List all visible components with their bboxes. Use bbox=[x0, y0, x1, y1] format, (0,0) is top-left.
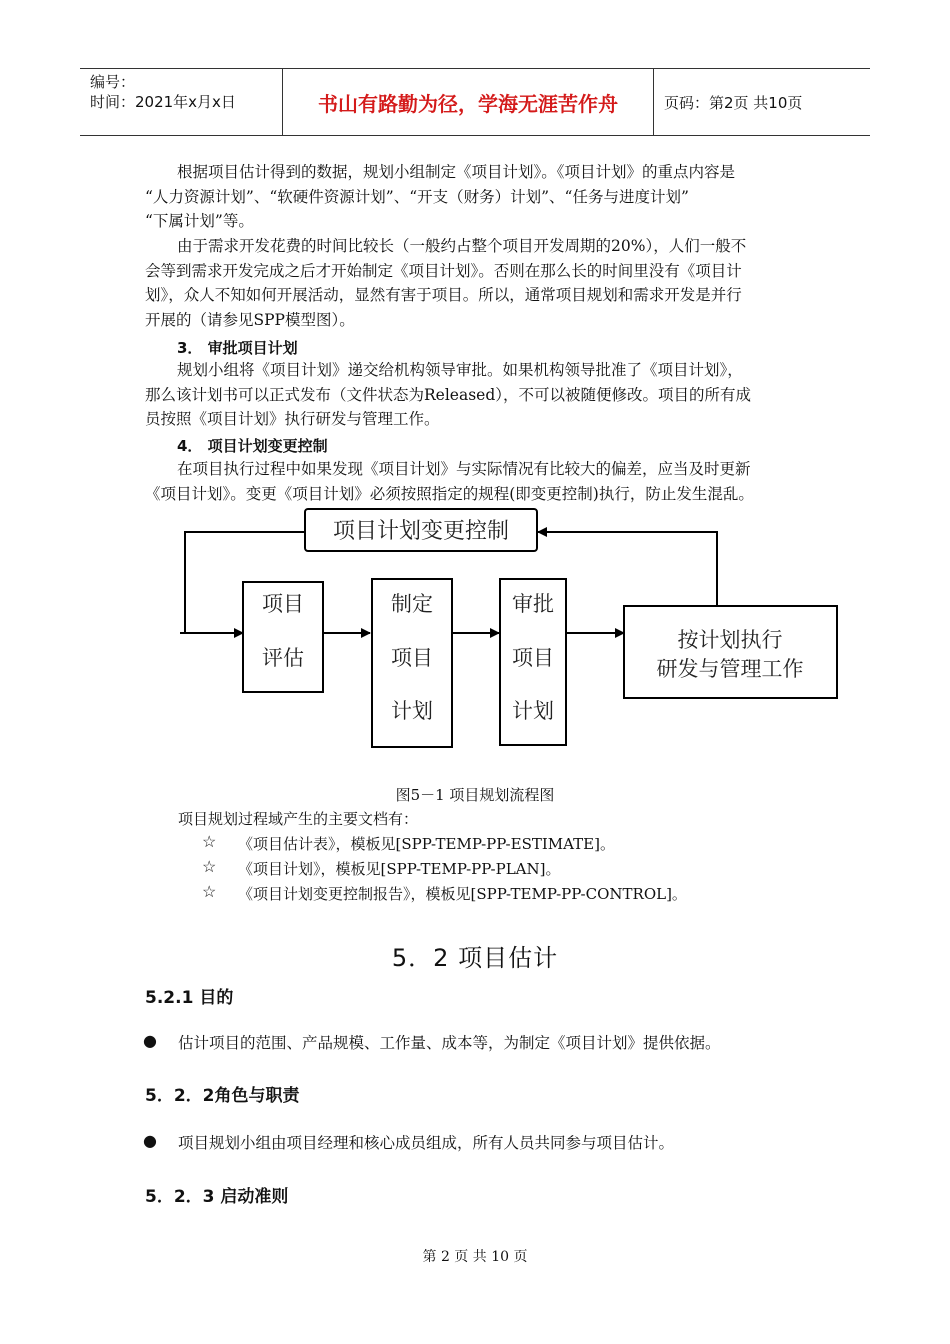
text-line: 根据项目估计得到的数据，规划小组制定《项目计划》。《项目计划》的重点内容是 bbox=[177, 163, 736, 181]
box-execute bbox=[624, 606, 837, 698]
box-make-plan-line2: 项目 bbox=[391, 646, 433, 670]
box-approve-plan-line2: 项目 bbox=[512, 646, 554, 670]
text-line: 划》，众人不知如何开展活动，显然有害于项目。所以，通常项目规划和需求开发是并行 bbox=[145, 286, 742, 305]
paragraph-approval bbox=[145, 358, 809, 432]
star-bullet: ☆ bbox=[202, 857, 217, 876]
box-approve-plan-line3: 计划 bbox=[512, 699, 554, 723]
box-change-control-label: 项目计划变更控制 bbox=[332, 519, 510, 544]
time-label: 时间：2021年x月x日 bbox=[90, 93, 236, 111]
page-footer: 第 2 页 共 10 页 bbox=[422, 1249, 528, 1265]
bullet-icon: ● bbox=[143, 1131, 157, 1150]
box-estimate-line1: 项目 bbox=[262, 592, 304, 616]
text-line: “人力资源计划”、“软硬件资源计划”、“开支（财务）计划”、“任务与进度计划” bbox=[145, 187, 689, 206]
paragraph-plan-content bbox=[145, 160, 809, 234]
serial-label: 编号： bbox=[90, 73, 136, 91]
text-line: 那么该计划书可以正式发布（文件状态为Released），不可以被随便修改。项目的所有成 bbox=[145, 385, 752, 404]
text-line: 开展的（请参见SPP模型图）。 bbox=[145, 310, 355, 329]
text-line: 会等到需求开发完成之后才开始制定《项目计划》。否则在那么长的时间里没有《项目计 bbox=[145, 261, 742, 280]
bullet-icon: ● bbox=[143, 1031, 157, 1050]
doc-item-plan: 《项目计划》，模板见[SPP-TEMP-PP-PLAN]。 bbox=[238, 860, 561, 878]
box-approve-plan-line1: 审批 bbox=[512, 592, 554, 616]
text-line: “下属计划”等。 bbox=[145, 212, 254, 231]
header-page-code: 页码：第2页 共10页 bbox=[664, 93, 803, 112]
bullet-roles-text: 项目规划小组由项目经理和核心成员组成，所有人员共同参与项目估计。 bbox=[178, 1134, 675, 1152]
box-make-plan-line1: 制定 bbox=[391, 592, 433, 616]
star-bullet: ☆ bbox=[202, 882, 217, 901]
subsection-purpose: 5.2.1 目的 bbox=[145, 988, 234, 1008]
paragraph-change bbox=[145, 457, 809, 506]
docs-intro: 项目规划过程域产生的主要文档有： bbox=[178, 810, 419, 828]
box-make-plan-line3: 计划 bbox=[391, 699, 433, 723]
box-estimate-line2: 评估 bbox=[262, 646, 304, 670]
page-header bbox=[80, 68, 870, 136]
doc-item-control: 《项目计划变更控制报告》，模板见[SPP-TEMP-PP-CONTROL]。 bbox=[238, 885, 687, 903]
text-line: 由于需求开发花费的时间比较长（一般约占整个项目开发周期的20%），人们一般不 bbox=[177, 237, 747, 255]
paragraph-parallel-dev bbox=[145, 234, 809, 332]
box-execute-line2: 研发与管理工作 bbox=[656, 657, 804, 681]
heading-change-control: 4． 项目计划变更控制 bbox=[177, 437, 328, 455]
box-execute-line1: 按计划执行 bbox=[677, 628, 783, 652]
text-line: 在项目执行过程中如果发现《项目计划》与实际情况有比较大的偏差，应当及时更新 bbox=[177, 460, 751, 478]
heading-approve-plan: 3． 审批项目计划 bbox=[177, 339, 298, 357]
text-line: 员按照《项目计划》执行研发与管理工作。 bbox=[145, 410, 440, 429]
project-planning-flowchart bbox=[0, 505, 950, 775]
header-motto: 书山有路勤为径，学海无涯苦作舟 bbox=[282, 69, 654, 135]
subsection-roles: 5．2．2角色与职责 bbox=[145, 1086, 300, 1106]
text-line: 规划小组将《项目计划》递交给机构领导审批。如果机构领导批准了《项目计划》， bbox=[177, 361, 743, 379]
figure-caption: 图5－1 项目规划流程图 bbox=[395, 786, 555, 804]
bullet-purpose-text: 估计项目的范围、产品规模、工作量、成本等，为制定《项目计划》提供依据。 bbox=[178, 1034, 721, 1052]
text-line: 《项目计划》。变更《项目计划》必须按照指定的规程(即变更控制)执行，防止发生混乱。 bbox=[145, 484, 754, 503]
subsection-start-criteria: 5．2．3 启动准则 bbox=[145, 1187, 289, 1207]
section-title: 5．2 项目估计 bbox=[391, 944, 559, 972]
star-bullet: ☆ bbox=[202, 832, 217, 851]
doc-item-estimate: 《项目估计表》，模板见[SPP-TEMP-PP-ESTIMATE]。 bbox=[238, 835, 615, 853]
header-info-cell bbox=[80, 69, 282, 135]
